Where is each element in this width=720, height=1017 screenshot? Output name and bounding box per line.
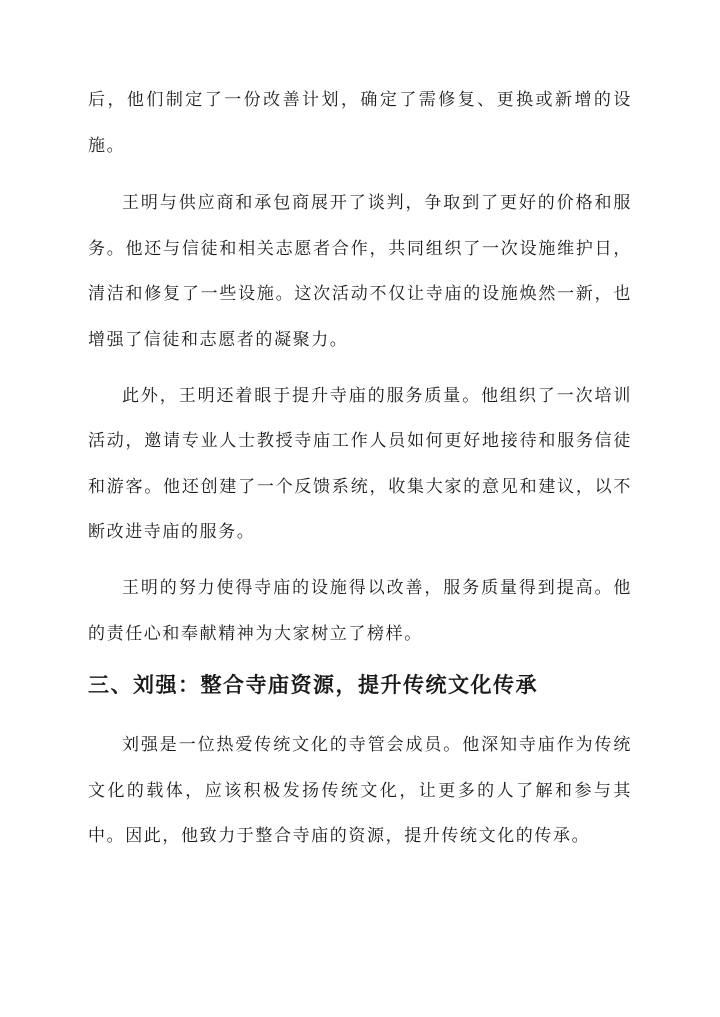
section-heading: 三、刘强：整合寺庙资源，提升传统文化传承 xyxy=(88,673,538,698)
paragraph-service-quality: 此外，王明还着眼于提升寺庙的服务质量。他组织了一次培训活动，邀请专业人士教授寺庙工作人员如何更好地接待和服务信徒和游客。他还创建了一个反馈系统，收集大家的意见和建议，以不断改进寺庙的服务。 xyxy=(88,385,632,543)
paragraph-continuation: 后，他们制定了一份改善计划，确定了需修复、更换或新增的设施。 xyxy=(88,90,632,156)
paragraph-liu-qiang: 刘强是一位热爱传统文化的寺管会成员。他深知寺庙作为传统文化的载体，应该积极发扬传统文化，让更多的人了解和参与其中。因此，他致力于整合寺庙的资源，提升传统文化的传承。 xyxy=(88,735,632,847)
paragraph-negotiation: 王明与供应商和承包商展开了谈判，争取到了更好的价格和服务。他还与信徒和相关志愿者合作，共同组织了一次设施维护日，清洁和修复了一些设施。这次活动不仅让寺庙的设施焕然一新，也增强了信徒和志愿者的凝聚力。 xyxy=(88,193,632,350)
paragraph-summary: 王明的努力使得寺庙的设施得以改善，服务质量得到提高。他的责任心和奉献精神为大家树立了榜样。 xyxy=(88,577,632,644)
